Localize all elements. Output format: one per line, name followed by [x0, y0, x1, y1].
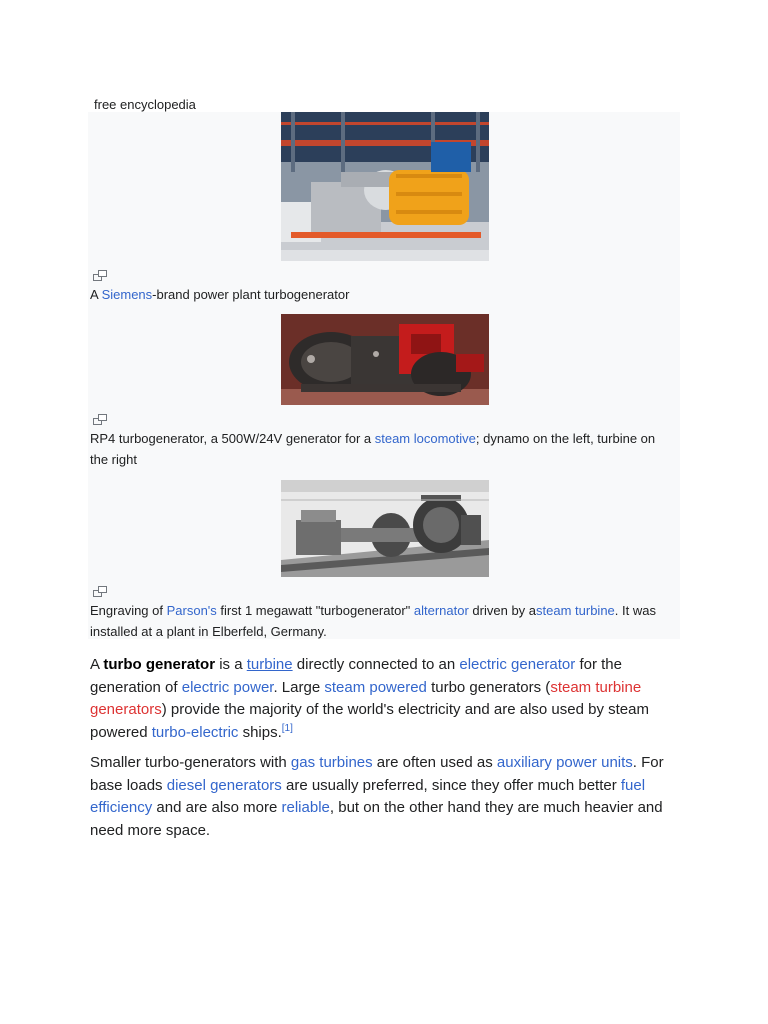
link-steam-powered[interactable]: steam powered — [324, 678, 427, 696]
link-parsons[interactable]: Parson's — [166, 603, 217, 618]
site-tagline: free encyclopedia — [94, 97, 196, 112]
link-siemens[interactable]: Siemens — [101, 287, 153, 302]
link-steam-turbine-generators[interactable]: steam turbine generators — [90, 678, 642, 718]
caption-figure-3: Engraving of Parson's first 1 megawatt "turbogenerator" alternator driven by asteam turbine. It was installed at a plant in Elberfeld, Germany. — [90, 603, 656, 639]
caption-figure-2: RP4 turbogenerator, a 500W/24V generator for a steam locomotive; dynamo on the left, turbine on the right — [90, 431, 656, 467]
infobox — [88, 112, 680, 639]
reference-1[interactable]: [1] — [281, 722, 293, 734]
link-alternator[interactable]: alternator — [413, 603, 469, 618]
link-auxiliary-power-units[interactable]: auxiliary power units — [496, 754, 633, 771]
parsons-engraving-image[interactable] — [281, 480, 489, 577]
link-diesel-generators[interactable]: diesel generators — [166, 776, 282, 794]
link-gas-turbines[interactable]: gas turbines — [290, 754, 373, 771]
figure-rp4-turbogenerator[interactable] — [281, 314, 489, 405]
link-turbine[interactable]: turbine — [246, 656, 293, 673]
magnify-clip-icon[interactable] — [93, 414, 107, 425]
article-paragraph-1: A turbo generator is a turbine directly connected to an electric generator for the generation of electric power. Large steam powered turbo generators (steam turbine generators) provide the majority of the world's electricity and are also used by steam powered turbo-electric ships.[1] — [90, 656, 649, 741]
link-electric-generator[interactable]: electric generator — [459, 656, 576, 673]
magnify-clip-icon[interactable] — [93, 586, 107, 597]
figure-siemens-turbogenerator[interactable] — [281, 112, 489, 261]
link-steam-locomotive[interactable]: steam locomotive — [374, 431, 476, 446]
caption-figure-1: A Siemens-brand power plant turbogenerator — [90, 287, 350, 302]
article-term: turbo generator — [103, 656, 216, 673]
link-reliable[interactable]: reliable — [281, 799, 330, 816]
link-electric-power[interactable]: electric power — [181, 678, 274, 696]
article-paragraph-2: Smaller turbo-generators with gas turbines are often used as auxiliary power units. For base loads diesel generators are usually preferred, since they offer much better fuel efficiency and are also more reliable, but on the other hand they are much heavier and need more space. — [90, 754, 664, 839]
rp4-turbogenerator-image[interactable] — [281, 314, 489, 405]
magnify-clip-icon[interactable] — [93, 270, 107, 281]
link-fuel-efficiency[interactable]: fuel efficiency — [90, 776, 646, 816]
link-steam-turbine[interactable]: steam turbine — [536, 603, 615, 618]
link-turbo-electric[interactable]: turbo-electric — [151, 723, 239, 741]
figure-parsons-engraving[interactable] — [281, 480, 489, 577]
siemens-turbogenerator-image[interactable] — [281, 112, 489, 261]
